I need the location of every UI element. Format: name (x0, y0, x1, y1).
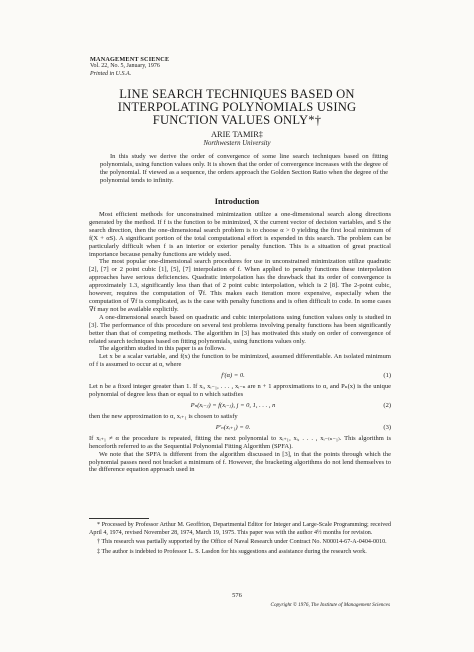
equation-2 (89, 399, 391, 413)
paragraph: Let n be a fixed integer greater than 1. If xᵢ, xᵢ₋₁, . . . , xᵢ₋ₙ are n + 1 approximations to α, and Pₙ(x) is the unique polynomial of degree less than or equal to n which satisfies (89, 383, 391, 399)
footnote: ‡ The author is indebted to Professor L. S. Lasdon for his suggestions and assistance during the research work. (97, 548, 367, 555)
paper-title (60, 88, 414, 127)
title-line-1: LINE SEARCH TECHNIQUES BASED ON (119, 87, 355, 101)
equation-number: (2) (383, 401, 391, 409)
paragraph: Most efficient methods for unconstrained minimization utilize a one-dimensional search along directions generated by the method. If f is the function to be minimized, X the current vector of decision variables, and S the search direction, then the one-dimensional search problem is to choose α > 0 yielding the first local minimum of f(X + αS). A significant portion of the total computational effort is expended in this search. The problem can be particularly difficult when f is an interior or exterior penalty function. This is a situation of great practical importance because penalty functions are widely used. (89, 211, 391, 258)
equation-expression: P′ₙ(xᵢ₊₁) = 0. (215, 423, 251, 431)
author-name: ARIE TAMIR‡ (211, 130, 263, 139)
paragraph: Let x be a scalar variable, and f(x) the function to be minimized, assumed differentiable. An isolated minimum of f is assumed to occur at α, where (89, 353, 391, 369)
paragraph: If xᵢ₊₁ ≠ α the procedure is repeated, fitting the next polynomial to xᵢ₊₁, xᵢ, . . . , xᵢ₋₍ₙ₋₁₎. This algorithm is henceforth referred to as the Sequential Polynomial Fitting Algorithm (SPFA). (89, 434, 391, 450)
footnote-divider (89, 518, 149, 519)
journal-name: MANAGEMENT SCIENCE (90, 56, 170, 63)
abstract: In this study we derive the order of convergence of some line search techniques based on fitting polynomials, using function values only. It is shown that the order of convergence increases with the degree of the polynomial. If viewed as a sequence, the orders approach the Golden Section Ratio when the degree of the polynomial tends to infinity. (100, 153, 388, 184)
equation-number: (1) (383, 372, 391, 380)
paragraph: The algorithm studied in this paper is as follows. (99, 345, 226, 353)
page-number: 576 (232, 592, 242, 599)
copyright-line: Copyright © 1976, The Institute of Management Sciences (270, 602, 390, 608)
equation-3 (89, 421, 391, 435)
paragraph: then the new approximation to α, xᵢ₊₁ is chosen to satisfy (89, 412, 238, 420)
footnote: † This research was partially supported by the Office of Naval Research under Contract No. N00014-67-A-0404-0010. (97, 539, 387, 546)
footnote: * Processed by Professor Arthur M. Geoffrion, Departmental Editor for Integer and Large-Scale Programming; received April 4, 1974, revised November 28, 1974, March 19, 1975. This paper was with the author 4½ months for revision. (89, 522, 391, 536)
footnotes (89, 522, 391, 558)
equation-number: (3) (383, 423, 391, 431)
title-line-3: FUNCTION VALUES ONLY*† (152, 113, 322, 127)
equation-1 (89, 369, 391, 383)
paragraph: The most popular one-dimensional search procedures for use in unconstrained minimization utilize quadratic [2], [7] or 2 point cubic [1], [5], [7] interpolation of f. When applied to penalty functions these interpolation approaches have serious deficiencies. Quadratic interpolation has the drawback that its order of convergence is approximately 1.3, significantly less than that of 2 point cubic interpolation, which is 2 [8]. The 2-point cubic, however, requires the computation of ∇f. This makes each iteration more expensive, especially when the computation of ∇f is complicated, as is the case with penalty functions and is often difficult to code. In some cases ∇f may not be available explicitly. (89, 258, 391, 313)
body-text (89, 211, 391, 474)
journal-masthead (90, 56, 169, 78)
paragraph: A one-dimensional search based on quadratic and cubic interpolations using function values only is studied in [3]. The performance of this procedure on several test problems involving penalty functions has been significantly better than that of competing methods. The algorithm in [3] has motivated this study on order of convergence of related search techniques based on fitting polynomials, using functions values only. (89, 313, 391, 345)
section-heading-introduction: Introduction (214, 197, 260, 206)
printed-in: Printed in U.S.A. (90, 70, 132, 77)
title-line-2: INTERPOLATING POLYNOMIALS USING (117, 100, 357, 114)
equation-expression: Pₙ(xᵢ₋ⱼ) = f(xᵢ₋ⱼ), j = 0, 1, . . . , n (190, 401, 276, 409)
author-affiliation: Northwestern University (203, 140, 271, 147)
equation-expression: f′(α) = 0. (221, 372, 245, 380)
paragraph: We note that the SPFA is different from the algorithm discussed in [3], in that the points through which the polynomial passes need not bracket a minimum of f. However, the bracketing algorithms do not lend themselves to the difference equation approach used in (89, 450, 391, 474)
journal-volume: Vol. 22, No. 5, January, 1976 (90, 63, 160, 70)
